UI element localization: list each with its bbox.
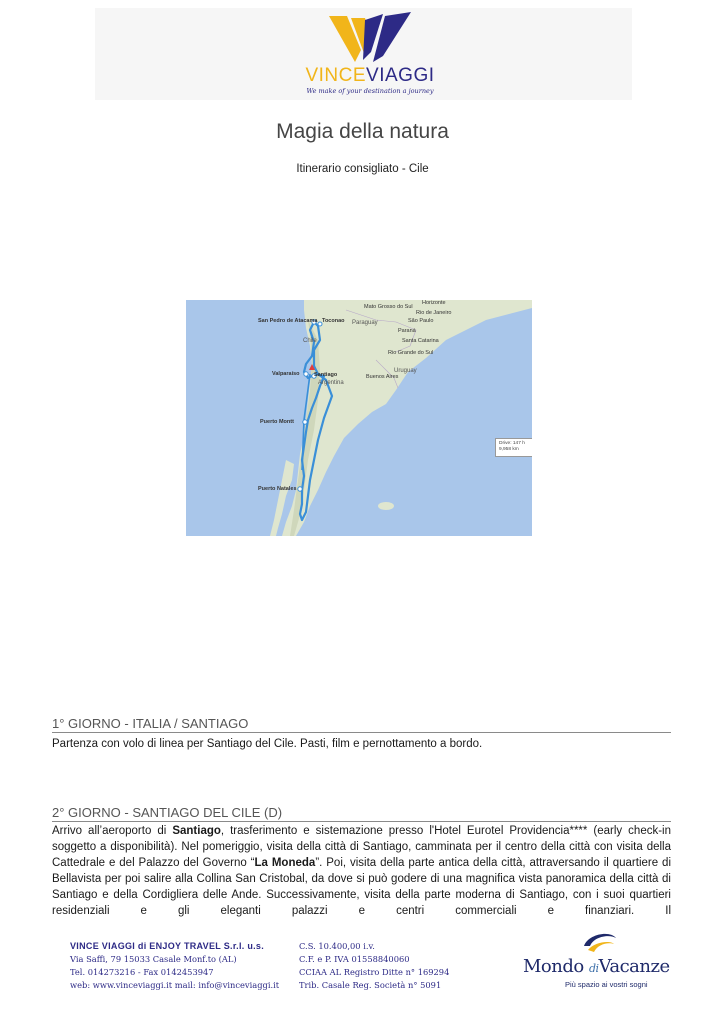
map-label-puerto-montt: Puerto Montt	[260, 419, 294, 425]
day-1-text: Partenza con volo di linea per Santiago del Cile. Pasti, film e pernottamento a bordo.	[52, 738, 483, 750]
vince-viaggi-logo-icon	[325, 12, 415, 64]
map-label-horizonte: Horizonte	[422, 300, 446, 306]
day-2-text-part1: Arrivo all’aeroporto di	[52, 825, 173, 837]
map-label-uruguay: Uruguay	[394, 368, 417, 374]
brand-name-part1: VINCE	[305, 65, 367, 86]
map-label-sao-paulo: São Paulo	[408, 318, 434, 324]
footer-vat: C.F. e P. IVA 01558840060	[299, 954, 410, 964]
map-label-parana: Paraná	[398, 328, 416, 334]
document-title: Magia della natura	[276, 120, 449, 143]
footer-legal-info	[299, 940, 449, 992]
map-graphic	[186, 300, 532, 536]
day-2-text-part2: , trasferimento e sistemazione presso l'Hotel Eurotel Providencia**** (early check-in soggetto a disponibilità). Nel pomeriggio, visita della città di Santiago, camminata per il centro della città con visita della Cattedrale e del Palazzo del Governo “	[52, 825, 671, 869]
brand-name	[270, 66, 470, 86]
map-label-rio-grande: Rio Grande do Sul	[388, 350, 434, 356]
day-2-text-bold-santiago: Santiago	[172, 825, 221, 837]
footer-company-info	[70, 940, 279, 992]
map-label-san-pedro: San Pedro de Atacama	[258, 318, 318, 324]
map-label-chile: Chile	[303, 338, 317, 344]
day-2-text	[52, 823, 671, 919]
route-duration: Drive: 147 h	[499, 441, 525, 446]
day-2-text-part3: ”. Poi, visita della parte antica della città, attraversando il quartiere di Bellavista per poi salire alla Collina San Cristobal, da dove si può godere di una magnifica vista panoramica della città di Santiago e della Cordigliera delle Ande. Successivamente, visita della parte moderna di Santiago, con i suoi quartieri residenziali e gli eleganti palazzi e centri commerciali e finanziari. Il	[52, 857, 672, 917]
partner-tagline: Più spazio ai vostri sogni	[565, 980, 648, 989]
map-label-santa-catarina: Santa Catarina	[402, 338, 439, 344]
map-label-rio: Rio de Janeiro	[416, 310, 452, 316]
route-info-box	[495, 438, 532, 457]
map-label-valparaiso: Valparaíso	[272, 371, 300, 377]
route-distance: 9,958 km	[499, 447, 519, 452]
footer-company-name: VINCE VIAGGI di ENJOY TRAVEL S.r.l. u.s.	[70, 941, 265, 951]
map-label-santiago: Santiago	[314, 372, 338, 378]
itinerary-map	[186, 300, 532, 536]
footer-web: web: www.vinceviaggi.it mail: info@vinceviaggi.it	[70, 980, 280, 990]
map-label-argentina: Argentina	[318, 380, 344, 386]
footer-phone: Tel. 014273216 - Fax 0142453947	[70, 967, 214, 977]
map-label-paraguay: Paraguay	[352, 320, 378, 326]
map-label-puerto-natales: Puerto Natales	[258, 486, 297, 492]
day-2-text-bold-la-moneda: La Moneda	[254, 857, 316, 869]
map-label-toconao: Toconao	[322, 318, 345, 324]
brand-tagline: We make of your destination a journey	[306, 87, 434, 95]
footer-tribunal: Trib. Casale Reg. Società n° 5091	[299, 980, 442, 990]
partner-logo-wordmark	[523, 956, 703, 977]
brand-name-part2: VIAGGI	[366, 65, 435, 86]
day-2-heading: 2° GIORNO - SANTIAGO DEL CILE (D)	[52, 805, 671, 822]
mondo-di-vacanze-logo-icon	[580, 930, 620, 956]
footer-address: Via Saffi, 79 15033 Casale Monf.to (AL)	[70, 954, 237, 964]
day-1-heading: 1° GIORNO - ITALIA / SANTIAGO	[52, 716, 671, 733]
map-label-mato-grosso: Mato Grosso do Sul	[364, 304, 413, 310]
map-label-buenos-aires: Buenos Aires	[366, 374, 399, 380]
partner-word-3: Vacanze	[598, 956, 670, 977]
footer-cciaa: CCIAA AL Registro Ditte n° 169294	[299, 967, 450, 977]
partner-word-2: di	[588, 962, 599, 975]
partner-word-1: Mondo	[523, 956, 589, 977]
document-subtitle: Itinerario consigliato - Cile	[296, 163, 429, 175]
footer-capital: C.S. 10.400,00 i.v.	[299, 941, 375, 951]
